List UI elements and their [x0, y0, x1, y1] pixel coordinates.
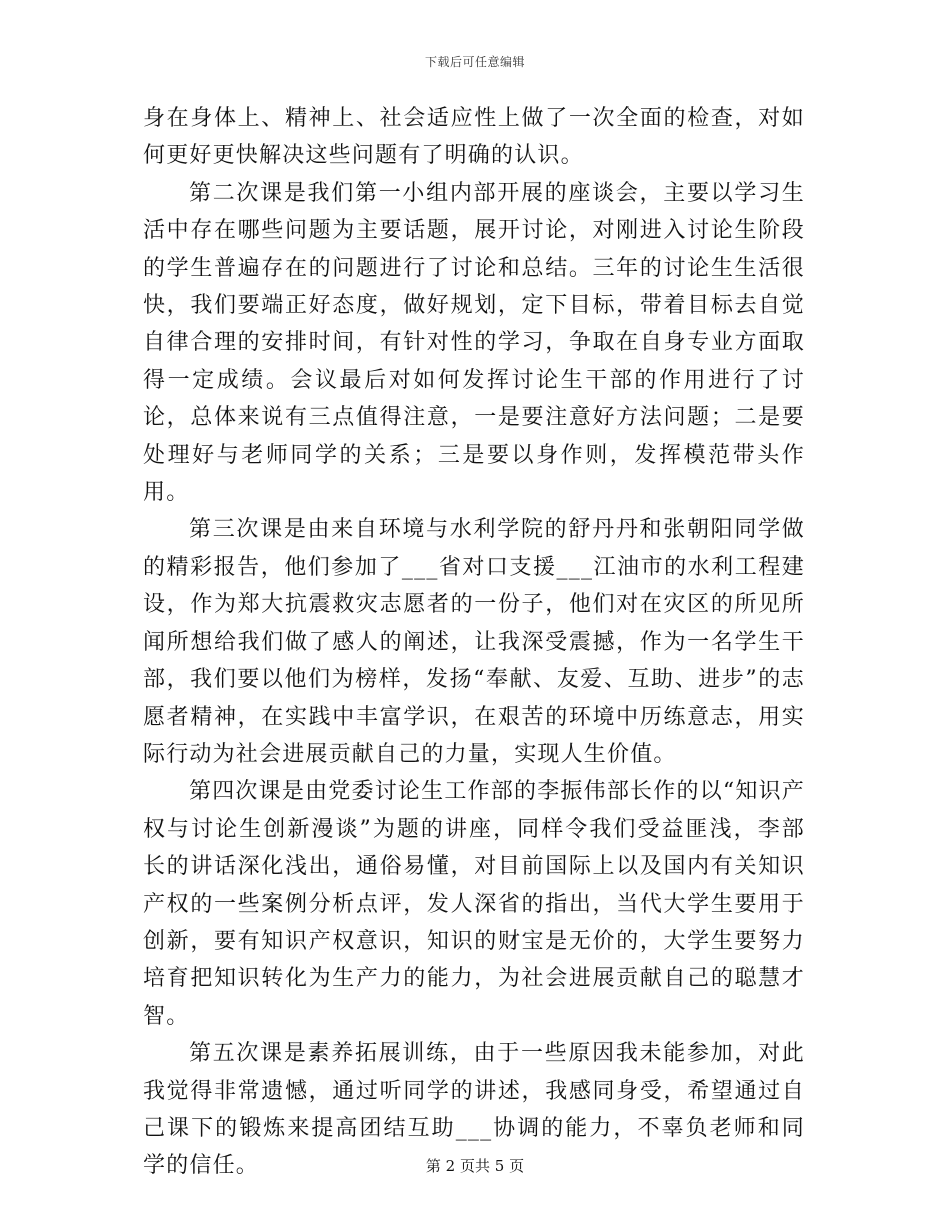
- paragraph-continued: 身在身体上、精神上、社会适应性上做了一次全面的检查，对如何更好更快解决这些问题有了明确的认识。: [143, 106, 805, 169]
- paragraph-third-class: 第三次课是由来自环境与水利学院的舒丹丹和张朝阳同学做的精彩报告，他们参加了___省对口支援___江油市的水利工程建设，作为郑大抗震救灾志愿者的一份子，他们对在灾区的所见所闻所想给我们做了感人的阐述，让我深受震撼，作为一名学生干部，我们要以他们为榜样，发扬“奉献、友爱、互助、进步”的志愿者精神，在实践中丰富学识，在艰苦的环境中历练意志，用实际行动为社会进展贡献自己的力量，实现人生价值。: [143, 517, 805, 767]
- paragraph-fifth-class: 第五次课是素养拓展训练，由于一些原因我未能参加，对此我觉得非常遗憾，通过听同学的讲述，我感同身受，希望通过自己课下的锻炼来提高团结互助___协调的能力，不辜负老师和同学的信任。: [143, 1041, 805, 1179]
- paragraph-second-class: 第二次课是我们第一小组内部开展的座谈会，主要以学习生活中存在哪些问题为主要话题，展开讨论，对刚进入讨论生阶段的学生普遍存在的问题进行了讨论和总结。三年的讨论生生活很快，我们要端正好态度，做好规划，定下目标，带着目标去自觉自律合理的安排时间，有针对性的学习，争取在自身专业方面取得一定成绩。会议最后对如何发挥讨论生干部的作用进行了讨论，总体来说有三点值得注意，一是要注意好方法问题；二是要处理好与老师同学的关系；三是要以身作则，发挥模范带头作用。: [143, 180, 805, 506]
- page-header-note: 下载后可任意编辑: [424, 55, 525, 69]
- document-body: [143, 100, 805, 1185]
- paragraph-fourth-class: 第四次课是由党委讨论生工作部的李振伟部长作的以“知识产权与讨论生创新漫谈”为题的讲座，同样令我们受益匪浅，李部长的讲话深化浅出，通俗易懂，对目前国际上以及国内有关知识产权的一些案例分析点评，发人深省的指出，当代大学生要用于创新，要有知识产权意识，知识的财宝是无价的，大学生要努力培育把知识转化为生产力的能力，为社会进展贡献自己的聪慧才智。: [143, 779, 805, 1029]
- page-number-footer: 第 2 页共 5 页: [425, 1157, 525, 1175]
